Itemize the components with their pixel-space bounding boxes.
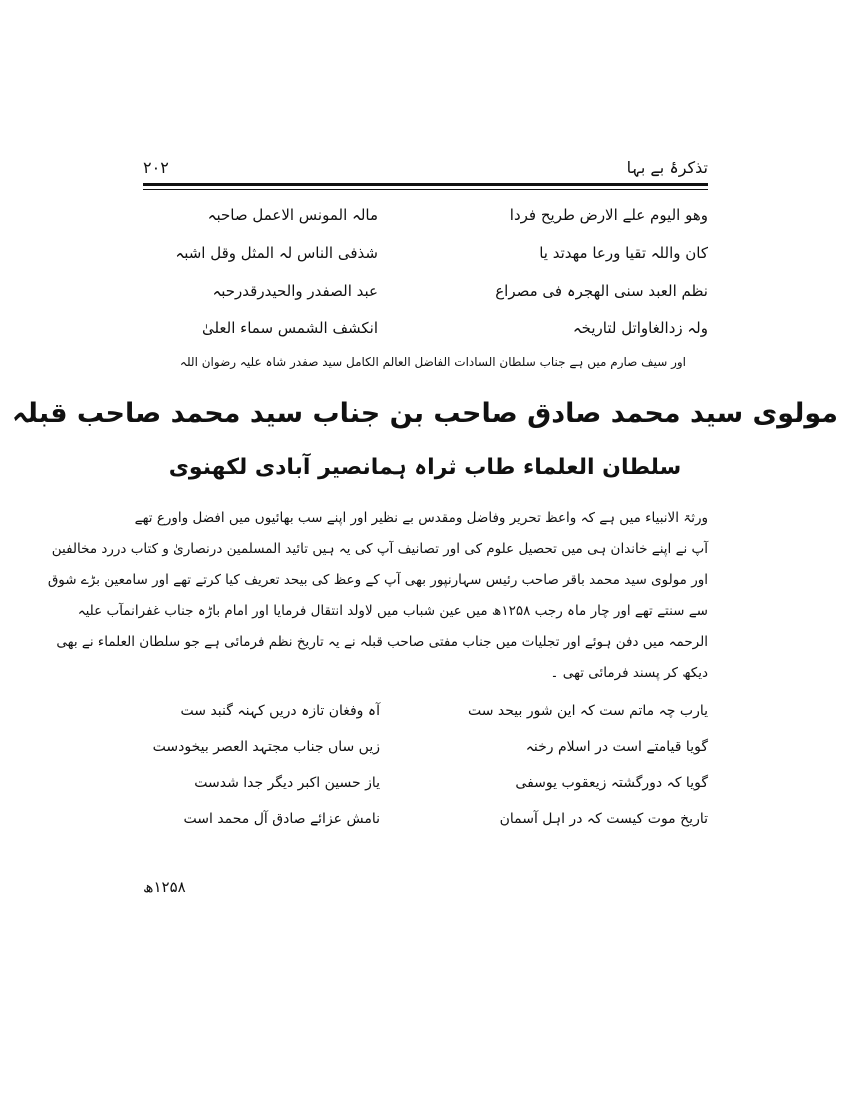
arabic-verse-right: ولہ زدالغاواتل لتاریخہ bbox=[572, 319, 708, 337]
persian-verse-left: یاز حسین اکبر دیگر جدا شدست bbox=[194, 775, 380, 791]
arabic-verse-left: مالہ المونس الاعمل صاحبہ bbox=[207, 206, 378, 224]
persian-verse-left: زیں ساں جناب مجتہد العصر بیخودست bbox=[152, 739, 380, 755]
arabic-verse-right: نظم العبد سنی الھجرہ فی مصراع bbox=[495, 282, 708, 300]
arabic-verse-right: وھو الیوم علے الارض طریح فردا bbox=[509, 206, 708, 224]
persian-verse-right: گویا کہ دورگشتہ زیعقوب یوسفی bbox=[515, 775, 708, 791]
section-heading: مولوی سید محمد صادق صاحب بن جناب سید محمد صاحب قبلہ bbox=[11, 398, 839, 429]
section-subheading: سلطان العلماء طاب ثراہ ہمانصیر آبادی لکھنوی bbox=[168, 455, 682, 480]
arabic-verse-left: شذفی الناس لہ المثل وقل اشبہ bbox=[175, 244, 378, 262]
persian-verse-right: یارب چہ ماتم ست کہ این شور بیحد ست bbox=[467, 703, 708, 719]
arabic-verse-left: انکشف الشمس سماء العلیٰ bbox=[201, 319, 378, 337]
paragraph-line: آپ نے اپنے خاندان ہی میں تحصیل علوم کی اور تصانیف آپ کی یہ ہیں تائید المسلمین درنصاریٰ و کتاب دررد مخالفین bbox=[51, 541, 708, 557]
paragraph-line: سے سنتے تھے اور چار ماہ رجب ۱۲۵۸ھ میں عین شباب میں لاولد انتقال فرمایا اور امام باڑہ جناب غفرانمآب علیہ bbox=[77, 603, 708, 619]
header-rule-thin bbox=[143, 189, 708, 190]
page-number: ۲۰۲ bbox=[143, 158, 169, 177]
paragraph-line: اور مولوی سید محمد باقر صاحب رئیس سہارنپور بھی آپ کے وعظ کی بیحد تعریف کیا کرتے تھے اور سامعین بڑے شوق bbox=[47, 572, 708, 588]
book-title: تذکرۂ بے بہا bbox=[626, 158, 708, 177]
persian-verse-left: آہ وفغان تازہ دریں کہنہ گنبد ست bbox=[180, 703, 380, 719]
paragraph-line: ورثۃ الانبیاء میں ہے کہ واعظ تحریر وفاضل ومقدس بے نظیر اور اپنے سب بھائیوں میں افضل واورع تھے bbox=[134, 510, 708, 526]
persian-verse-left: نامش عزائے صادق آل محمد است bbox=[183, 811, 380, 827]
chronogram-date: ۱۲۵۸ھ bbox=[143, 878, 186, 896]
page-header bbox=[143, 158, 708, 180]
arabic-verse-left: عبد الصفدر والحیدرقدرحبہ bbox=[212, 282, 378, 300]
source-note: اور سیف صارم میں ہے جناب سلطان السادات الفاضل العالم الکامل سید صفدر شاہ علیہ رضوان اللہ bbox=[179, 355, 686, 369]
arabic-verse-right: کان واللہ تقیا ورعا مھدتد یا bbox=[539, 244, 708, 262]
paragraph-line: دیکھ کر پسند فرمائی تھی ۔ bbox=[550, 665, 708, 681]
paragraph-line: الرحمہ میں دفن ہوئے اور تجلیات میں جناب مفتی صاحب قبلہ نے یہ تاریخ نظم فرمائی ہے جو سلطان العلماء نے بھی bbox=[56, 634, 708, 650]
header-rule-thick bbox=[143, 183, 708, 186]
persian-verse-right: گویا قیامتے است در اسلام رخنہ bbox=[525, 739, 708, 755]
persian-verse-right: تاریخ موت کیست کہ در اہل آسمان bbox=[499, 811, 708, 827]
